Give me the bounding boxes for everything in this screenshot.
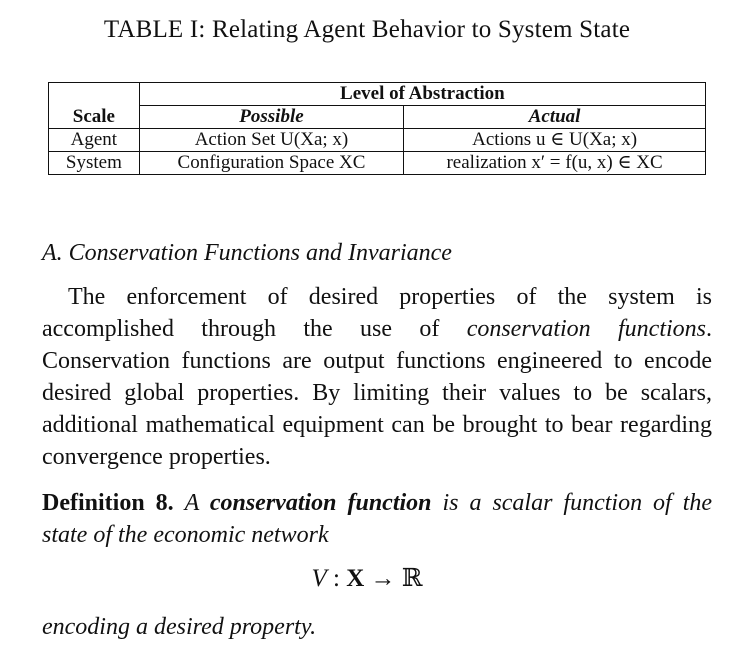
abstraction-table bbox=[48, 82, 706, 175]
equation-arrow: → bbox=[370, 565, 396, 592]
equation bbox=[0, 563, 734, 593]
row-agent-possible: Action Set U(Xa; x) bbox=[139, 129, 403, 152]
paragraph-text-2: . Conservation functions are output functions engineered to encode desired global properties. By limiting their values to be scalars, additional mathematical equipment can be brought to bear regarding convergence properties. bbox=[42, 316, 713, 470]
section-heading bbox=[42, 240, 452, 267]
row-agent-actual: Actions u ∈ U(Xa; x) bbox=[404, 129, 706, 152]
header-scale: Scale bbox=[49, 106, 140, 129]
table-caption: TABLE I: Relating Agent Behavior to System State bbox=[103, 16, 631, 43]
equation-codomain: ℝ bbox=[401, 565, 423, 592]
definition-tail: encoding a desired property. bbox=[42, 614, 317, 640]
header-actual: Actual bbox=[404, 106, 706, 129]
definition-text-2: is a scalar function of the state of the economic network bbox=[42, 490, 713, 548]
equation-colon: : bbox=[332, 565, 340, 592]
paragraph-text-1: The enforcement of desired properties of the system is accomplished through the use of bbox=[42, 284, 712, 342]
paragraph-emphasis: conservation functions bbox=[466, 316, 707, 342]
row-agent-scale: Agent bbox=[49, 129, 140, 152]
definition-term: conservation function bbox=[209, 490, 432, 516]
section-label: A. bbox=[42, 240, 63, 266]
equation-domain: X bbox=[346, 565, 365, 592]
equation-lhs: V bbox=[311, 565, 327, 592]
table-corner-cell bbox=[49, 83, 140, 106]
row-system-possible: Configuration Space XC bbox=[139, 152, 403, 175]
header-group-cell: Level of Abstraction bbox=[139, 83, 705, 106]
header-possible: Possible bbox=[139, 106, 403, 129]
row-system-scale: System bbox=[49, 152, 140, 175]
definition-label: Definition 8. bbox=[42, 490, 174, 516]
body-paragraph bbox=[42, 281, 712, 473]
definition-block bbox=[42, 487, 712, 551]
section-title: Conservation Functions and Invariance bbox=[68, 240, 452, 266]
row-system-actual: realization x′ = f(u, x) ∈ XC bbox=[404, 152, 706, 175]
definition-text-1: A bbox=[184, 490, 210, 516]
